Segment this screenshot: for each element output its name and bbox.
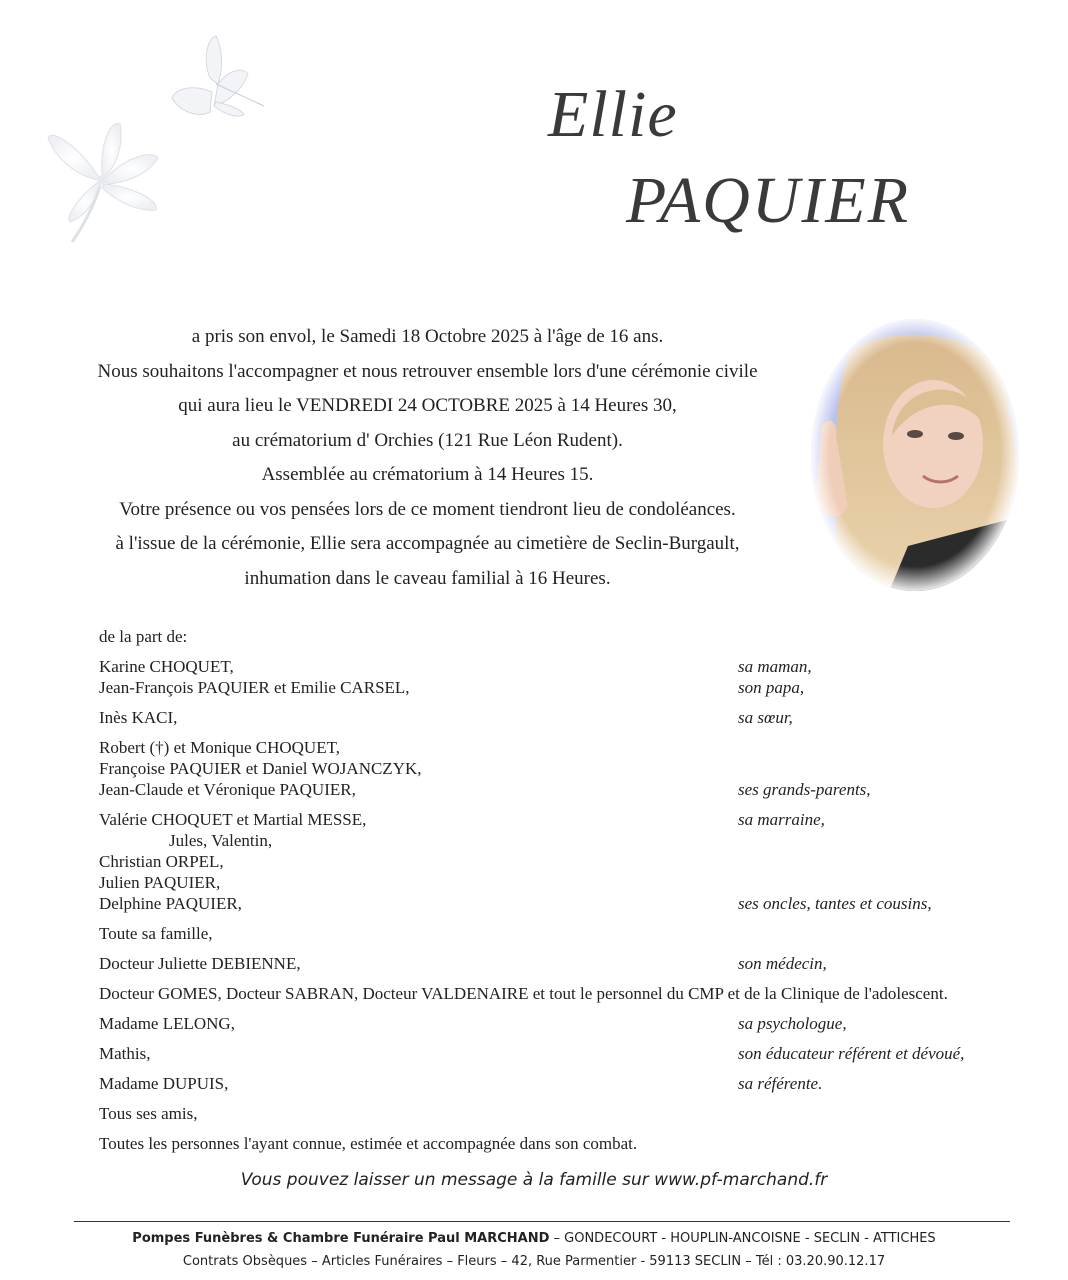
family-group	[99, 656, 1029, 698]
family-row	[99, 677, 1029, 698]
family-role: son papa,	[738, 678, 805, 697]
family-row	[99, 893, 1029, 914]
family-row	[99, 830, 1029, 851]
family-group	[99, 1073, 1029, 1094]
family-group	[99, 809, 1029, 914]
family-row	[99, 983, 1029, 1004]
portrait-photo	[808, 316, 1022, 594]
family-name: Mathis,	[99, 1044, 151, 1063]
family-role: sa référente.	[738, 1074, 823, 1093]
footer-company-line	[0, 1231, 1068, 1246]
family-row	[99, 707, 1029, 728]
family-row	[99, 809, 1029, 830]
family-name: Christian ORPEL,	[99, 852, 224, 871]
family-row	[99, 1103, 1029, 1124]
announcement-line: au crématorium d' Orchies (121 Rue Léon Rudent).	[232, 429, 623, 451]
family-name: Toute sa famille,	[99, 924, 213, 943]
family-group	[99, 707, 1029, 728]
family-group	[99, 1133, 1029, 1154]
family-name: Docteur GOMES, Docteur SABRAN, Docteur VALDENAIRE et tout le personnel du CMP et de la Clinique de l'adolescent.	[99, 984, 948, 1003]
family-role: sa psychologue,	[738, 1014, 847, 1033]
footer-contact-line: Contrats Obsèques – Articles Funéraires – Fleurs – 42, Rue Parmentier - 59113 SECLIN – Tél : 03.20.90.12.17	[182, 1254, 886, 1269]
announcement-line: inhumation dans le caveau familial à 16 Heures.	[244, 567, 611, 589]
family-role: sa sœur,	[738, 708, 793, 727]
family-list	[99, 626, 1029, 1163]
family-group	[99, 737, 1029, 800]
deceased-first-name: Ellie	[548, 78, 678, 151]
family-role: ses grands-parents,	[738, 780, 871, 799]
family-name: Julien PAQUIER,	[99, 873, 221, 892]
family-row	[99, 1073, 1029, 1094]
family-group	[99, 1043, 1029, 1064]
family-group	[99, 1013, 1029, 1034]
family-name: Valérie CHOQUET et Martial MESSE,	[99, 810, 367, 829]
family-name: Karine CHOQUET,	[99, 657, 234, 676]
announcement-text	[60, 320, 795, 596]
family-group	[99, 953, 1029, 974]
announcement-line: a pris son envol, le Samedi 18 Octobre 2025 à l'âge de 16 ans.	[191, 326, 664, 347]
announcement-line: Nous souhaitons l'accompagner et nous retrouver ensemble lors d'une cérémonie civile	[97, 360, 758, 382]
deceased-last-name: PAQUIER	[626, 164, 911, 237]
family-role: son éducateur référent et dévoué,	[738, 1044, 965, 1063]
family-row	[99, 923, 1029, 944]
announcement-line: Assemblée au crématorium à 14 Heures 15.	[261, 464, 594, 485]
family-name: Inès KACI,	[99, 708, 178, 727]
family-name: Jean-François PAQUIER et Emilie CARSEL,	[99, 678, 410, 697]
family-name: Jean-Claude et Véronique PAQUIER,	[99, 780, 356, 799]
family-name: Delphine PAQUIER,	[99, 894, 242, 913]
family-name: Madame DUPUIS,	[99, 1074, 229, 1093]
family-name: Jules, Valentin,	[169, 831, 273, 850]
family-name: Docteur Juliette DEBIENNE,	[99, 954, 301, 973]
family-row	[99, 851, 1029, 872]
footer-divider	[74, 1221, 1010, 1222]
family-row	[99, 1043, 1029, 1064]
footer-locations: – GONDECOURT - HOUPLIN-ANCOISNE - SECLIN - ATTICHES	[549, 1231, 936, 1246]
family-name: Robert (†) et Monique CHOQUET,	[99, 738, 340, 757]
family-group	[99, 1103, 1029, 1124]
announcement-line: qui aura lieu le VENDREDI 24 OCTOBRE 2025 à 14 Heures 30,	[178, 395, 677, 416]
family-name: Tous ses amis,	[99, 1104, 198, 1123]
family-row	[99, 1013, 1029, 1034]
family-row	[99, 1133, 1029, 1154]
family-role: sa maman,	[738, 657, 812, 676]
family-group	[99, 923, 1029, 944]
family-name: Toutes les personnes l'ayant connue, estimée et accompagnée dans son combat.	[99, 1134, 638, 1153]
family-role: ses oncles, tantes et cousins,	[738, 894, 932, 913]
footer-company: Pompes Funèbres & Chambre Funéraire Paul MARCHAND	[132, 1231, 550, 1246]
family-name: Françoise PAQUIER et Daniel WOJANCZYK,	[99, 759, 422, 778]
from-label: de la part de:	[99, 627, 188, 646]
announcement-line: Votre présence ou vos pensées lors de ce moment tiendront lieu de condoléances.	[119, 498, 736, 520]
message-note: Vous pouvez laisser un message à la famille sur www.pf-marchand.fr	[240, 1170, 828, 1190]
family-role: son médecin,	[738, 954, 827, 973]
family-row	[99, 872, 1029, 893]
family-row	[99, 779, 1029, 800]
family-name: Madame LELONG,	[99, 1014, 235, 1033]
family-row	[99, 953, 1029, 974]
family-row	[99, 656, 1029, 677]
family-row	[99, 737, 1029, 758]
family-role: sa marraine,	[738, 810, 825, 829]
family-group	[99, 983, 1029, 1004]
butterfly-flower-icon	[30, 28, 290, 258]
family-row	[99, 758, 1029, 779]
announcement-line: à l'issue de la cérémonie, Ellie sera accompagnée au cimetière de Seclin-Burgault,	[115, 533, 740, 554]
